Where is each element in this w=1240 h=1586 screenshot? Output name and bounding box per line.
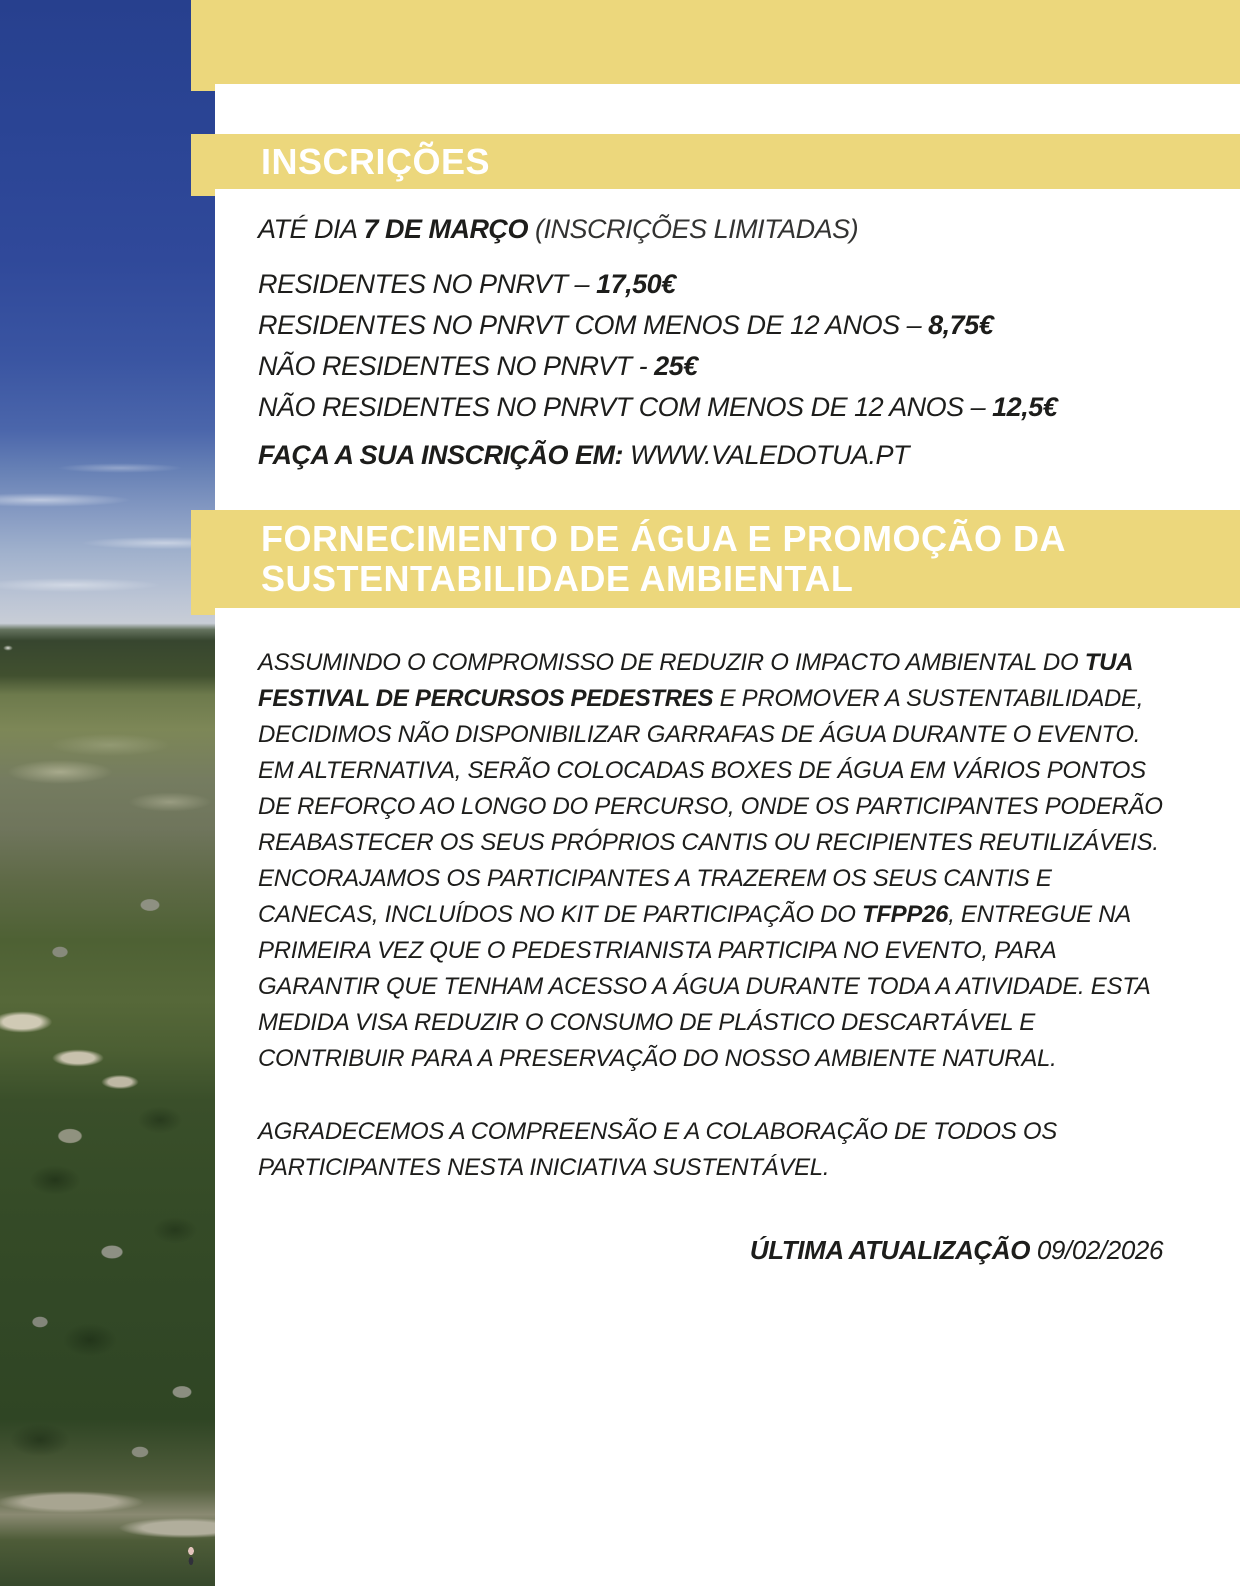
last-update-label: ÚLTIMA ATUALIZAÇÃO [749,1235,1031,1265]
agua-title: FORNECIMENTO DE ÁGUA E PROMOÇÃO DA SUSTENTABILIDADE AMBIENTAL [261,518,1065,599]
price-value: 8,75€ [928,310,994,340]
price-value: 17,50€ [596,269,676,299]
top-yellow-band [191,0,1240,84]
para-segment: E PROMOVER A SUSTENTABILIDADE, DECIDIMOS NÃO DISPONIBILIZAR GARRAFAS DE ÁGUA DURANTE O EVENTO. EM ALTERNATIVA, SERÃO COLOCADAS BOXES DE ÁGUA EM VÁRIOS PONTOS DE REFORÇO AO LONGO DO PERCURSO, ONDE OS PARTICIPANTES PODERÃO REABASTECER OS SEUS PRÓPRIOS CANTIS OU RECIPIENTES REUTILIZÁVEIS. ENCORAJAMOS OS PARTICIPANTES A TRAZEREM OS SEUS CANTIS E CANECAS, INCLUÍDOS NO KIT DE PARTICIPAÇÃO DO [258,685,1163,928]
landscape-photo [0,0,215,1586]
agua-banner [191,510,1240,608]
price-label: NÃO RESIDENTES NO PNRVT - [258,351,655,381]
paragraph-agua [258,645,1163,1077]
paragraph-agradecimento: AGRADECEMOS A COMPREENSÃO E A COLABORAÇÃO DE TODOS OS PARTICIPANTES NESTA INICIATIVA SUSTENTÁVEL. [258,1118,1057,1181]
price-row [258,264,1163,305]
cta-label: FAÇA A SUA INSCRIÇÃO EM: [258,440,623,470]
price-row [258,387,1163,428]
price-value: 25€ [654,351,698,381]
price-list [258,264,1163,428]
deadline-prefix: ATÉ DIA [258,214,364,244]
inscricoes-title: INSCRIÇÕES [261,141,491,182]
para-segment: , ENTREGUE NA PRIMEIRA VEZ QUE O PEDESTRIANISTA PARTICIPA NO EVENTO, PARA GARANTIR QUE TENHAM ACESSO A ÁGUA DURANTE TODA A ATIVIDADE. ESTA MEDIDA VISA REDUZIR O CONSUMO DE PLÁSTICO DESCARTÁVEL E CONTRIBUIR PARA A PRESERVAÇÃO DO NOSSO AMBIENTE NATURAL. [258,901,1150,1072]
price-label: RESIDENTES NO PNRVT COM MENOS DE 12 ANOS – [258,310,929,340]
inscricoes-banner [191,134,1240,189]
para-bold: TUA FESTIVAL DE PERCURSOS PEDESTRES [258,649,1133,712]
deadline-date: 7 DE MARÇO [363,214,529,244]
body-column [258,645,1163,1268]
price-row [258,346,1163,387]
cta-url: WWW.VALEDOTUA.PT [623,440,910,470]
para-bold: TFPP26 [861,901,949,928]
last-update-date: 09/02/2026 [1030,1235,1163,1265]
price-row [258,305,1163,346]
last-update-line [258,1232,1163,1268]
cta-line [258,438,1163,472]
para-segment: ASSUMINDO O COMPROMISSO DE REDUZIR O IMPACTO AMBIENTAL DO [258,649,1085,676]
price-label: RESIDENTES NO PNRVT – [258,269,597,299]
price-value: 12,5€ [992,392,1058,422]
price-label: NÃO RESIDENTES NO PNRVT COM MENOS DE 12 ANOS – [258,392,993,422]
deadline-note: (INSCRIÇÕES LIMITADAS) [528,214,859,244]
deadline-line [258,212,1163,246]
